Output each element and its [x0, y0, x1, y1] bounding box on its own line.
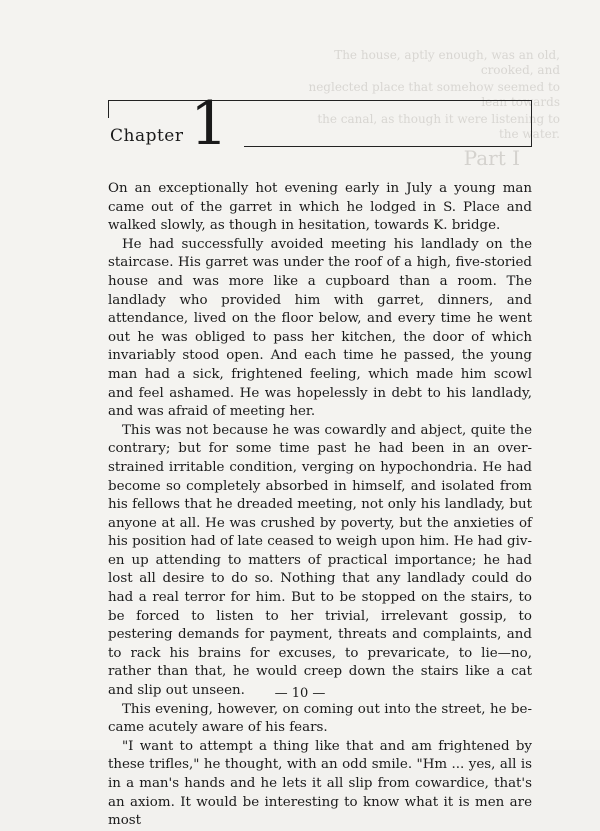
bleed-through-heading: Part I	[463, 146, 520, 168]
bleed-through-line: the canal, as though it were listening to the water.	[317, 112, 560, 141]
chapter-label: Chapter	[110, 126, 184, 146]
chapter-frame-left-rule	[108, 100, 109, 118]
bleed-through-line: neglected place that somehow seemed to lean towards	[308, 80, 560, 109]
paragraph: "I want to attempt a thing like that and am frightened by these trifles," he thought, with an odd smile. "Hm ... yes, all is in a man's hands and he lets it all slip from cowardice, that's an axiom. It would be interesting to know what it is men are most	[108, 738, 532, 829]
chapter-number: 1	[190, 89, 229, 159]
bleed-through-line: The house, aptly enough, was an old, crooked, and	[334, 48, 560, 77]
chapter-frame-top-rule	[108, 100, 532, 101]
chapter-frame-right-rule	[531, 100, 532, 146]
paragraph: On an exceptionally hot evening early in July a young man came out of the garret in which he lodged in S. Place and walked slowly, as though in hesitation, towards K. bridge.	[108, 181, 532, 234]
paragraph: He had successfully avoided meeting his landlady on the staircase. His garret was under the roof of a high, five-storied house and was more like a cupboard than a room. The landlady who provided him with garret, dinners, and attendance, lived on the floor below, and every time he went out he was obliged to pass her kitchen, the door of which invariably stood open. And each time he passed, the young man had a sick, frightened feeling, which made him scowl and feel ashamed. He was hopelessly in debt to his landlady, and was afraid of meeting her.	[108, 236, 532, 420]
page-number: — 10 —	[274, 686, 326, 701]
paragraph: This was not because he was cowardly and abject, quite the contrary; but for some time past he had been in an overstrained irritable condition, verging on hypochondria. He had become so completely absorbed in himself, and isolated from his fellows that he dreaded meeting, not only his landlady, but anyone at all. He was crushed by poverty, but the anxieties of his position had of late ceased to weigh upon him. He had given up attending to matters of practical importance; he had lost all desire to do so. Nothing that any landlady could do had a real terror for him. But to be stopped on the stairs, to be forced to listen to her trivial, irrelevant gossip, to pestering demands for payment, threats and complaints, and to rack his brains for excuses, to prevaricate, to lie—no, rather than that, he would creep down the stairs like a cat and slip out unseen.	[108, 422, 532, 699]
chapter-frame-bottom-rule	[244, 146, 532, 147]
paragraph: This evening, however, on coming out into the street, he became acutely aware of his fears.	[108, 701, 532, 736]
chapter-body	[108, 180, 532, 831]
